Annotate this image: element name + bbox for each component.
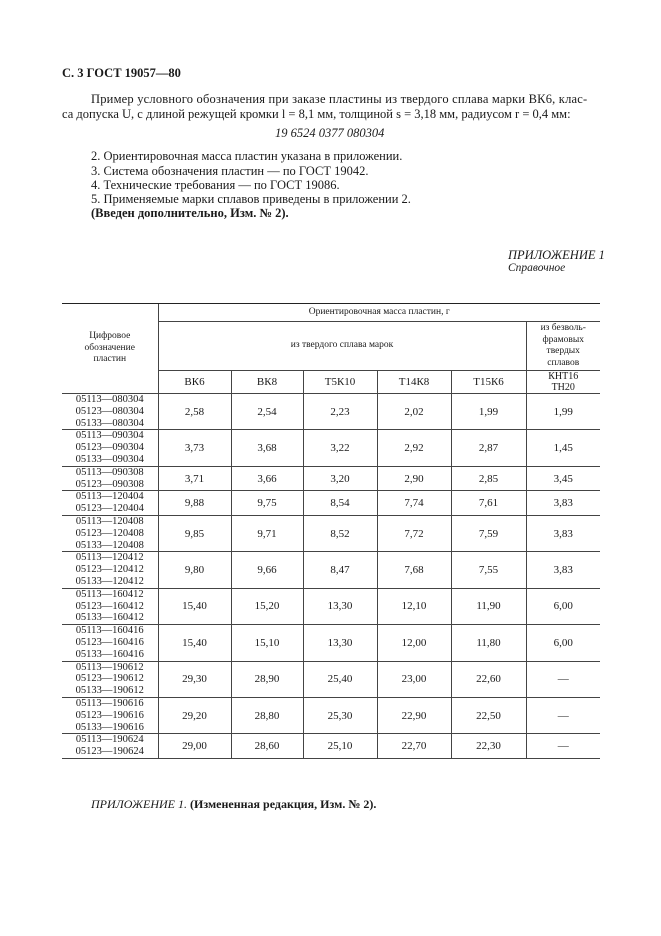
example-line-2: са допуска U, с длиной режущей кромки l = 8,1 мм, толщиной s = 3,18 мм, радиусом r = 0,4 мм: <box>62 107 571 121</box>
mass-value: 15,40 <box>158 588 231 624</box>
designation-code: 05133—160412 <box>75 612 144 624</box>
designation-cell <box>62 515 158 551</box>
table-row <box>62 466 600 491</box>
mass-value: 3,83 <box>526 491 600 516</box>
amendment-note: (Введен дополнительно, Изм. № 2). <box>91 206 289 220</box>
mass-value: 22,90 <box>377 697 451 733</box>
designation-code: 05113—190612 <box>75 661 144 673</box>
table-row <box>62 625 600 661</box>
mass-value: 3,83 <box>526 552 600 588</box>
designation-code: 05113—120412 <box>75 552 144 564</box>
mass-value: 7,72 <box>377 515 451 551</box>
mass-value: — <box>526 734 600 759</box>
footer-note <box>91 797 376 812</box>
mass-value: 2,54 <box>231 394 303 430</box>
designation-cell <box>62 625 158 661</box>
mass-value: 15,20 <box>231 588 303 624</box>
designation-code: 05123—190616 <box>75 709 144 721</box>
item-4: 4. Технические требования — по ГОСТ 19086. <box>91 178 340 192</box>
designation-cell <box>62 466 158 491</box>
table-row <box>62 552 600 588</box>
designation-code: 05113—120404 <box>75 491 144 503</box>
mass-value: — <box>526 661 600 697</box>
mass-value: 13,30 <box>303 588 377 624</box>
mass-value: 15,40 <box>158 625 231 661</box>
designation-code: 05123—120412 <box>75 564 144 576</box>
designation-code: 05113—160416 <box>75 625 144 637</box>
mass-value: 9,80 <box>158 552 231 588</box>
mass-value: 11,90 <box>451 588 526 624</box>
table-row <box>62 734 600 759</box>
designation-code: 05133—160416 <box>75 648 144 660</box>
mass-value: 28,80 <box>231 697 303 733</box>
designation-code: 05133—120408 <box>75 539 144 551</box>
designation-code: 05133—190616 <box>75 721 144 733</box>
mass-value: 3,73 <box>158 430 231 466</box>
designation-header: Цифровое обозначение пластин <box>62 304 158 394</box>
mass-value: 3,83 <box>526 515 600 551</box>
designation-code: 05133—190612 <box>75 685 144 697</box>
designation-code: 05113—160412 <box>75 588 144 600</box>
mass-value: 7,68 <box>377 552 451 588</box>
mass-value: 22,70 <box>377 734 451 759</box>
table-row <box>62 697 600 733</box>
column-header: ВК8 <box>231 371 303 394</box>
mass-value: 7,59 <box>451 515 526 551</box>
mass-value: 6,00 <box>526 588 600 624</box>
mass-value: 12,10 <box>377 588 451 624</box>
designation-code: 05123—190612 <box>75 673 144 685</box>
mass-value: 3,71 <box>158 466 231 491</box>
footer-appendix-ref: ПРИЛОЖЕНИЕ 1. <box>91 797 187 811</box>
mass-value: 11,80 <box>451 625 526 661</box>
mass-value: 15,10 <box>231 625 303 661</box>
mass-value: 7,61 <box>451 491 526 516</box>
mass-value: 22,50 <box>451 697 526 733</box>
mass-value: 1,45 <box>526 430 600 466</box>
mass-value: 1,99 <box>526 394 600 430</box>
mass-value: 22,60 <box>451 661 526 697</box>
designation-cell <box>62 394 158 430</box>
table-row <box>62 515 600 551</box>
item-2: 2. Ориентировочная масса пластин указана в приложении. <box>91 149 403 163</box>
mass-value: 2,92 <box>377 430 451 466</box>
designation-code: 05123—190624 <box>75 746 144 758</box>
designation-code: 05123—160412 <box>75 600 144 612</box>
mass-value: 2,90 <box>377 466 451 491</box>
designation-cell <box>62 588 158 624</box>
designation-cell <box>62 491 158 516</box>
mass-value: 2,23 <box>303 394 377 430</box>
mass-value: — <box>526 697 600 733</box>
mass-value: 9,75 <box>231 491 303 516</box>
page-header: С. 3 ГОСТ 19057—80 <box>62 66 181 80</box>
appendix-subtitle: Справочное <box>508 262 566 274</box>
designation-code: 05113—090304 <box>75 430 144 442</box>
mass-value: 6,00 <box>526 625 600 661</box>
example-line-1: Пример условного обозначения при заказе пластины из твердого сплава марки ВК6, клас- <box>91 92 588 106</box>
designation-code: 05113—120408 <box>75 515 144 527</box>
mass-value: 9,71 <box>231 515 303 551</box>
table-row <box>62 661 600 697</box>
designation-code: 05123—120404 <box>75 503 144 515</box>
mass-group-header: Ориентировочная масса пластин, г <box>158 304 600 322</box>
mass-value: 3,68 <box>231 430 303 466</box>
column-header: Т5К10 <box>303 371 377 394</box>
designation-cell <box>62 661 158 697</box>
mass-value: 2,87 <box>451 430 526 466</box>
column-header: Т15К6 <box>451 371 526 394</box>
example-code: 19 6524 0377 080304 <box>275 126 385 140</box>
designation-cell <box>62 430 158 466</box>
mass-value: 29,00 <box>158 734 231 759</box>
footer-amendment: (Измененная редакция, Изм. № 2). <box>189 797 377 811</box>
designation-code: 05123—160416 <box>75 636 144 648</box>
mass-value: 29,30 <box>158 661 231 697</box>
column-header: ВК6 <box>158 371 231 394</box>
mass-value: 9,85 <box>158 515 231 551</box>
mass-value: 2,02 <box>377 394 451 430</box>
mass-value: 2,58 <box>158 394 231 430</box>
designation-cell <box>62 552 158 588</box>
column-header-text: КНТ16 ТН20 <box>548 371 579 393</box>
mass-value: 3,45 <box>526 466 600 491</box>
mass-value: 7,74 <box>377 491 451 516</box>
column-header <box>526 371 600 394</box>
designation-code: 05123—120408 <box>75 527 144 539</box>
mass-value: 25,10 <box>303 734 377 759</box>
mass-value: 25,30 <box>303 697 377 733</box>
mass-value: 28,60 <box>231 734 303 759</box>
designation-code: 05133—080304 <box>75 417 144 429</box>
designation-code: 05123—090304 <box>75 442 144 454</box>
mass-value: 28,90 <box>231 661 303 697</box>
mass-value: 8,54 <box>303 491 377 516</box>
hard-alloy-header: из твердого сплава марок <box>158 322 526 371</box>
item-5: 5. Применяемые марки сплавов приведены в приложении 2. <box>91 192 411 206</box>
mass-value: 29,20 <box>158 697 231 733</box>
designation-code: 05113—080304 <box>75 394 144 405</box>
mass-value: 3,20 <box>303 466 377 491</box>
designation-code: 05113—190616 <box>75 697 144 709</box>
mass-value: 8,52 <box>303 515 377 551</box>
mass-value: 3,22 <box>303 430 377 466</box>
mass-value: 8,47 <box>303 552 377 588</box>
mass-value: 7,55 <box>451 552 526 588</box>
designation-cell <box>62 734 158 759</box>
table-row <box>62 588 600 624</box>
mass-value: 9,88 <box>158 491 231 516</box>
designation-code: 05113—090308 <box>75 466 144 478</box>
designation-code: 05123—080304 <box>75 405 144 417</box>
mass-value: 23,00 <box>377 661 451 697</box>
mass-value: 1,99 <box>451 394 526 430</box>
designation-code: 05133—090304 <box>75 453 144 465</box>
mass-value: 13,30 <box>303 625 377 661</box>
table-row <box>62 430 600 466</box>
item-3: 3. Система обозначения пластин — по ГОСТ 19042. <box>91 164 369 178</box>
mass-value: 9,66 <box>231 552 303 588</box>
column-header: Т14К8 <box>377 371 451 394</box>
designation-cell <box>62 697 158 733</box>
mass-table <box>62 303 600 759</box>
mass-value: 3,66 <box>231 466 303 491</box>
table-row <box>62 394 600 430</box>
mass-value: 22,30 <box>451 734 526 759</box>
appendix-title: ПРИЛОЖЕНИЕ 1 <box>508 248 605 262</box>
mass-value: 2,85 <box>451 466 526 491</box>
designation-code: 05133—120412 <box>75 575 144 587</box>
tungsten-free-header: из безволь-фрамовых твердых сплавов <box>526 322 600 371</box>
mass-value: 12,00 <box>377 625 451 661</box>
designation-code: 05123—090308 <box>75 478 144 490</box>
mass-value: 25,40 <box>303 661 377 697</box>
table-row <box>62 491 600 516</box>
designation-code: 05113—190624 <box>75 734 144 746</box>
